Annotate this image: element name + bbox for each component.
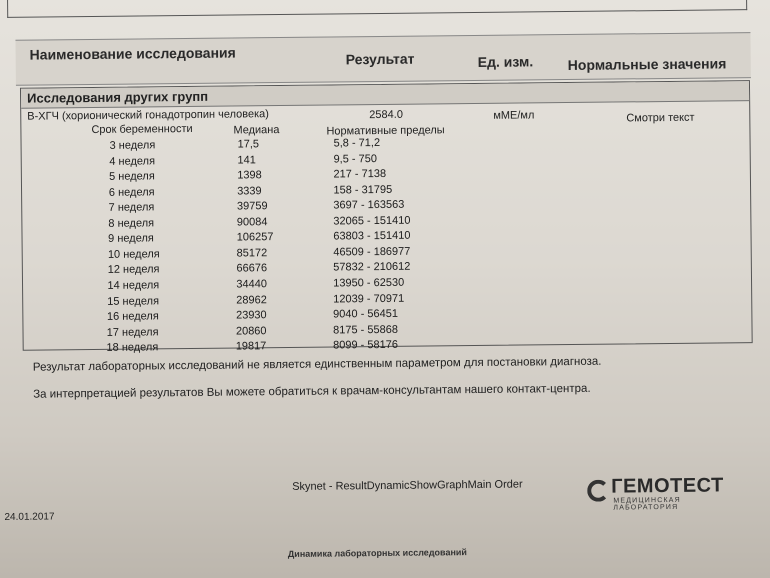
term-cell: 3 неделя bbox=[109, 139, 156, 152]
limits-cell: 3697 - 163563 bbox=[333, 198, 405, 212]
term-cell: 8 неделя bbox=[108, 217, 155, 230]
test-name: B-ХГЧ (хорионический гонадотропин человека) bbox=[27, 108, 269, 123]
limits-cell: 158 - 31795 bbox=[333, 183, 393, 197]
term-cell: 15 неделя bbox=[107, 294, 160, 308]
limits-cell: 12039 - 70971 bbox=[333, 292, 405, 305]
limits-cell: 13950 - 62530 bbox=[333, 276, 405, 290]
median-cell: 1398 bbox=[237, 169, 262, 182]
limits-cell: 8175 - 55868 bbox=[333, 323, 399, 337]
term-cell: 7 неделя bbox=[108, 201, 155, 215]
median-cell: 90084 bbox=[236, 215, 268, 229]
median-cell: 34440 bbox=[236, 278, 267, 291]
logo-name: ГЕМОТЕСТ bbox=[611, 474, 724, 498]
term-cell: 9 неделя bbox=[108, 232, 154, 246]
term-cell: 6 неделя bbox=[108, 185, 155, 199]
test-norm: Смотри текст bbox=[626, 111, 695, 125]
limits-cell: 63803 - 151410 bbox=[333, 229, 411, 243]
logo-tagline: МЕДИЦИНСКАЯ ЛАБОРАТОРИЯ bbox=[613, 496, 681, 512]
median-cell: 106257 bbox=[236, 231, 274, 244]
median-cell: 17,5 bbox=[237, 138, 260, 151]
print-date: 24.01.2017 bbox=[4, 511, 55, 523]
median-cell: 28962 bbox=[236, 293, 267, 307]
term-cell: 17 неделя bbox=[106, 325, 159, 339]
limits-cell: 32065 - 151410 bbox=[333, 214, 411, 228]
limits-cell: 8099 - 58176 bbox=[333, 338, 398, 352]
limits-cell: 217 - 7138 bbox=[333, 168, 387, 181]
term-cell: 12 неделя bbox=[107, 263, 160, 277]
median-cell: 85172 bbox=[236, 247, 268, 260]
note-line-2: За интерпретацией результатов Вы можете обратиться к врачам-консультантам нашего контакт-центра. bbox=[33, 382, 591, 401]
column-header-band bbox=[15, 32, 750, 86]
term-cell: 4 неделя bbox=[109, 154, 156, 168]
limits-cell: 46509 - 186977 bbox=[333, 245, 411, 259]
note-line-1: Результат лабораторных исследований не является единственным параметром для постановки диагноза. bbox=[32, 355, 602, 374]
median-cell: 23930 bbox=[235, 309, 267, 322]
header-norm: Нормальные значения bbox=[567, 55, 727, 74]
system-footer: Skynet - ResultDynamicShowGraphMain Order bbox=[292, 478, 523, 493]
term-cell: 10 неделя bbox=[107, 248, 160, 261]
test-result: 2584.0 bbox=[369, 108, 403, 122]
header-unit: Ед. изм. bbox=[477, 53, 534, 70]
group-title: Исследования других групп bbox=[21, 81, 749, 109]
median-cell: 39759 bbox=[236, 200, 268, 213]
logo-mark-icon bbox=[587, 480, 609, 502]
test-unit: мМЕ/мл bbox=[493, 109, 535, 122]
col-median: Медиана bbox=[233, 124, 280, 137]
col-term: Срок беременности bbox=[91, 122, 193, 137]
median-cell: 19817 bbox=[235, 340, 267, 353]
header-name: Наименование исследования bbox=[29, 44, 236, 63]
term-cell: 5 неделя bbox=[109, 170, 155, 183]
term-cell: 16 неделя bbox=[106, 310, 159, 323]
header-result: Результат bbox=[345, 50, 415, 68]
results-group bbox=[20, 80, 753, 355]
limits-cell: 5,8 - 71,2 bbox=[333, 136, 381, 150]
next-page-title: Динамика лабораторных исследований bbox=[287, 547, 467, 559]
gemotest-logo bbox=[587, 474, 747, 516]
median-cell: 66676 bbox=[236, 262, 268, 275]
median-cell: 141 bbox=[237, 153, 256, 167]
limits-cell: 57832 - 210612 bbox=[333, 261, 411, 274]
col-limits: Нормативные пределы bbox=[326, 124, 445, 138]
median-cell: 20860 bbox=[235, 324, 267, 338]
limits-cell: 9040 - 56451 bbox=[333, 307, 399, 321]
median-cell: 3339 bbox=[237, 184, 262, 198]
term-cell: 14 неделя bbox=[107, 279, 160, 292]
limits-cell: 9,5 - 750 bbox=[333, 152, 378, 166]
top-frame bbox=[7, 0, 747, 18]
term-cell: 18 неделя bbox=[106, 341, 159, 355]
